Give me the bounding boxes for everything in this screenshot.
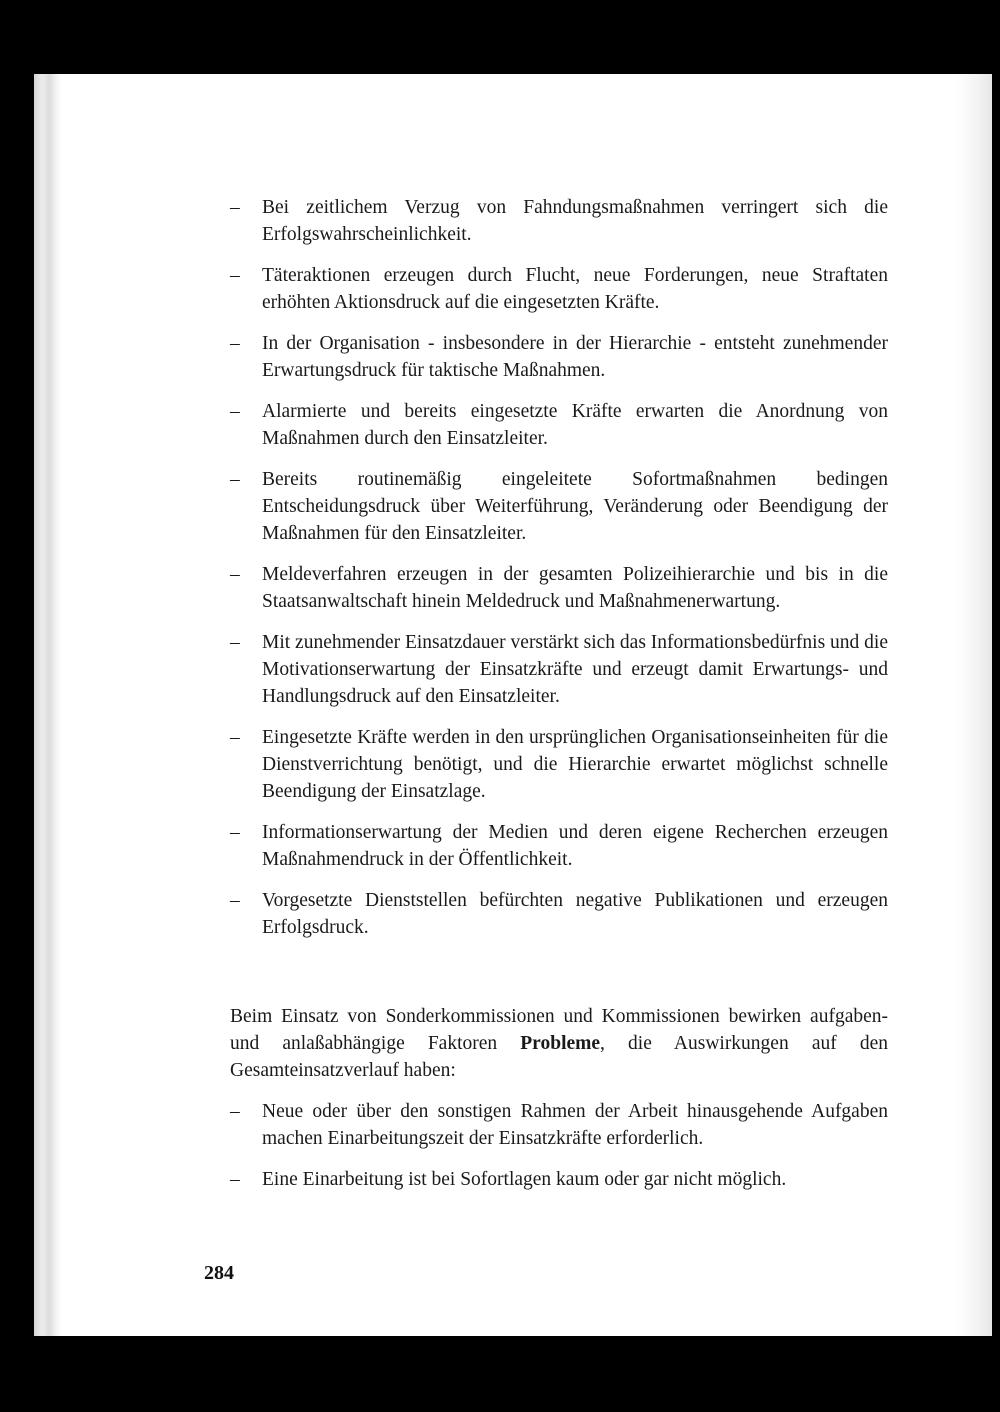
list-item: – Neue oder über den sonstigen Rahmen der Arbeit hinausgehende Aufgaben machen Einarbeitungszeit der Einsatzkräfte erforderlich. xyxy=(230,1098,888,1152)
dash-marker: – xyxy=(230,564,240,585)
dash-marker: – xyxy=(230,890,240,911)
dash-marker: – xyxy=(230,822,240,843)
list-item: – Mit zunehmender Einsatzdauer verstärkt sich das Informationsbedürfnis und die Motivationserwartung der Einsatzkräfte und erzeugt damit Erwartungs- und Handlungsdruck auf den Einsatzleiter. xyxy=(230,629,888,710)
list-item: – Informationserwartung der Medien und deren eigene Recherchen erzeugen Maßnahmendruck in der Öffentlichkeit. xyxy=(230,819,888,873)
dash-marker: – xyxy=(230,265,240,286)
list-item: – In der Organisation - insbesondere in der Hierarchie - entsteht zunehmender Erwartungsdruck für taktische Maßnahmen. xyxy=(230,330,888,384)
bullet-list-1 xyxy=(230,194,888,941)
page-right-shadow xyxy=(956,74,992,1336)
list-item: – Eingesetzte Kräfte werden in den ursprünglichen Organisationseinheiten für die Dienstverrichtung benötigt, und die Hierarchie erwartet möglichst schnelle Beendigung der Einsatzlage. xyxy=(230,724,888,805)
dash-marker: – xyxy=(230,727,240,748)
list-item: – Bei zeitlichem Verzug von Fahndungsmaßnahmen verringert sich die Erfolgswahrscheinlichkeit. xyxy=(230,194,888,248)
list-item: – Meldeverfahren erzeugen in der gesamten Polizeihierarchie und bis in die Staatsanwaltschaft hinein Meldedruck und Maßnahmenerwartung. xyxy=(230,561,888,615)
list-item: – Alarmierte und bereits eingesetzte Kräfte erwarten die Anordnung von Maßnahmen durch den Einsatzleiter. xyxy=(230,398,888,452)
body-paragraph: Beim Einsatz von Sonderkommissionen und Kommissionen bewirken aufgaben- und anlaßabhängige Faktoren Probleme, die Auswirkungen auf den Gesamteinsatzverlauf haben: xyxy=(230,1006,888,1081)
bullet-list-2 xyxy=(230,1098,888,1193)
dash-marker: – xyxy=(230,1101,240,1122)
dash-marker: – xyxy=(230,197,240,218)
list-item: – Täteraktionen erzeugen durch Flucht, neue Forderungen, neue Straftaten erhöhten Aktionsdruck auf die eingesetzten Kräfte. xyxy=(230,262,888,316)
bold-term: Probleme xyxy=(520,1033,601,1054)
dash-marker: – xyxy=(230,469,240,490)
list-item: – Bereits routinemäßig eingeleitete Sofortmaßnahmen bedingen Entscheidungsdruck über Weiterführung, Veränderung oder Beendigung der Maßnahmen für den Einsatzleiter. xyxy=(230,466,888,547)
page-content xyxy=(230,194,888,1207)
list-item: – Vorgesetzte Dienststellen befürchten negative Publikationen und erzeugen Erfolgsdruck. xyxy=(230,887,888,941)
page-number: 284 xyxy=(204,1262,234,1284)
dash-marker: – xyxy=(230,333,240,354)
page-edge-stack xyxy=(34,74,62,1336)
list-item: – Eine Einarbeitung ist bei Sofortlagen kaum oder gar nicht möglich. xyxy=(230,1166,888,1193)
dash-marker: – xyxy=(230,401,240,422)
dash-marker: – xyxy=(230,632,240,653)
dash-marker: – xyxy=(230,1169,240,1190)
